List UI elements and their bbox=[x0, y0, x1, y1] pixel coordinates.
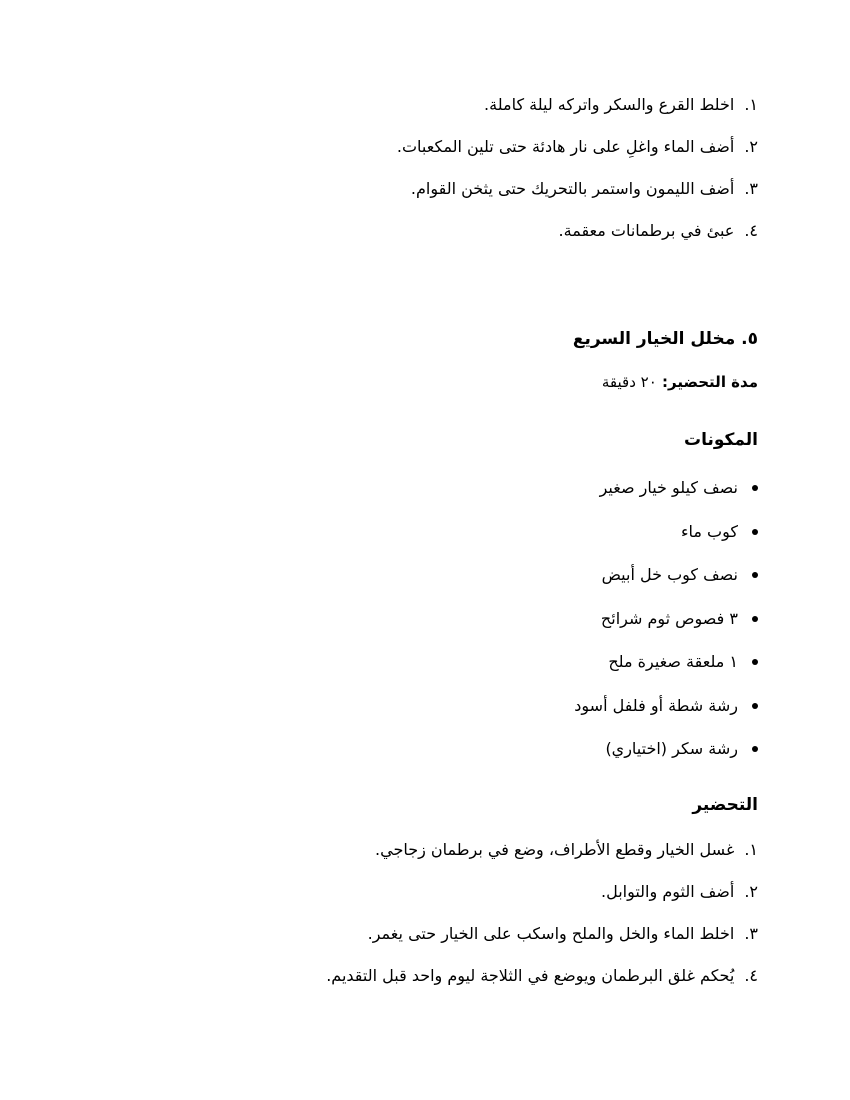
bullet-icon bbox=[752, 572, 758, 578]
ingredient-text: نصف كيلو خيار صغير bbox=[599, 478, 738, 497]
step-text: أضف الماء واغلِ على نار هادئة حتى تلين المكعبات. bbox=[396, 137, 735, 156]
preparation-steps-list bbox=[58, 840, 758, 986]
bullet-icon bbox=[752, 659, 758, 665]
ingredients-list bbox=[58, 478, 758, 759]
list-item bbox=[58, 696, 758, 716]
ingredient-text: ١ ملعقة صغيرة ملح bbox=[608, 652, 738, 671]
step-text: يُحكم غلق البرطمان ويوضع في الثلاجة ليوم واحد قبل التقديم. bbox=[326, 966, 735, 985]
list-item bbox=[58, 522, 758, 542]
preparation-section bbox=[58, 840, 758, 1008]
step-text: اخلط الماء والخل والملح واسكب على الخيار حتى يغمر. bbox=[367, 924, 735, 943]
previous-steps-list bbox=[58, 95, 758, 241]
list-item bbox=[58, 840, 758, 860]
step-number: ٣. bbox=[744, 924, 758, 943]
bullet-icon bbox=[752, 529, 758, 535]
list-item bbox=[58, 137, 758, 157]
ingredient-text: كوب ماء bbox=[681, 521, 738, 541]
prep-time bbox=[58, 372, 758, 392]
previous-recipe-steps bbox=[58, 95, 758, 263]
step-number: ٤. bbox=[744, 966, 758, 985]
step-text: غسل الخيار وقطع الأطراف، وضع في برطمان زجاجي. bbox=[375, 840, 735, 859]
step-text: عبئ في برطمانات معقمة. bbox=[558, 221, 735, 240]
list-item bbox=[58, 95, 758, 115]
prep-time-label: مدة التحضير: bbox=[662, 373, 758, 391]
list-item bbox=[58, 882, 758, 902]
step-text: أضف الثوم والتوابل. bbox=[600, 882, 735, 901]
bullet-icon bbox=[752, 616, 758, 622]
ingredients-section bbox=[58, 478, 758, 783]
step-text: اخلط القرع والسكر واتركه ليلة كاملة. bbox=[484, 95, 735, 114]
step-number: ٤. bbox=[744, 221, 758, 240]
ingredients-heading: المكونات bbox=[683, 430, 758, 450]
list-item bbox=[58, 924, 758, 944]
list-item bbox=[58, 221, 758, 241]
list-item bbox=[58, 565, 758, 585]
ingredient-text: نصف كوب خل أبيض bbox=[601, 565, 738, 584]
ingredient-text: رشة شطة أو فلفل أسود bbox=[574, 695, 738, 715]
list-item bbox=[58, 739, 758, 759]
list-item bbox=[58, 966, 758, 986]
list-item bbox=[58, 609, 758, 629]
ingredient-text: رشة سكر (اختياري) bbox=[605, 739, 738, 758]
step-number: ٢. bbox=[744, 137, 758, 156]
bullet-icon bbox=[752, 746, 758, 752]
step-number: ٣. bbox=[744, 179, 758, 198]
prep-time-value: ٢٠ دقيقة bbox=[601, 373, 657, 391]
step-text: أضف الليمون واستمر بالتحريك حتى يثخن القوام. bbox=[410, 179, 735, 198]
list-item bbox=[58, 179, 758, 199]
bullet-icon bbox=[752, 703, 758, 709]
step-number: ١. bbox=[744, 95, 758, 114]
step-number: ٢. bbox=[744, 882, 758, 901]
step-number: ١. bbox=[744, 840, 758, 859]
preparation-heading: التحضير bbox=[692, 795, 758, 815]
list-item bbox=[58, 478, 758, 498]
recipe-title: ٥. مخلل الخيار السريع bbox=[572, 329, 758, 349]
list-item bbox=[58, 652, 758, 672]
ingredient-text: ٣ فصوص ثوم شرائح bbox=[600, 608, 738, 628]
bullet-icon bbox=[752, 485, 758, 491]
